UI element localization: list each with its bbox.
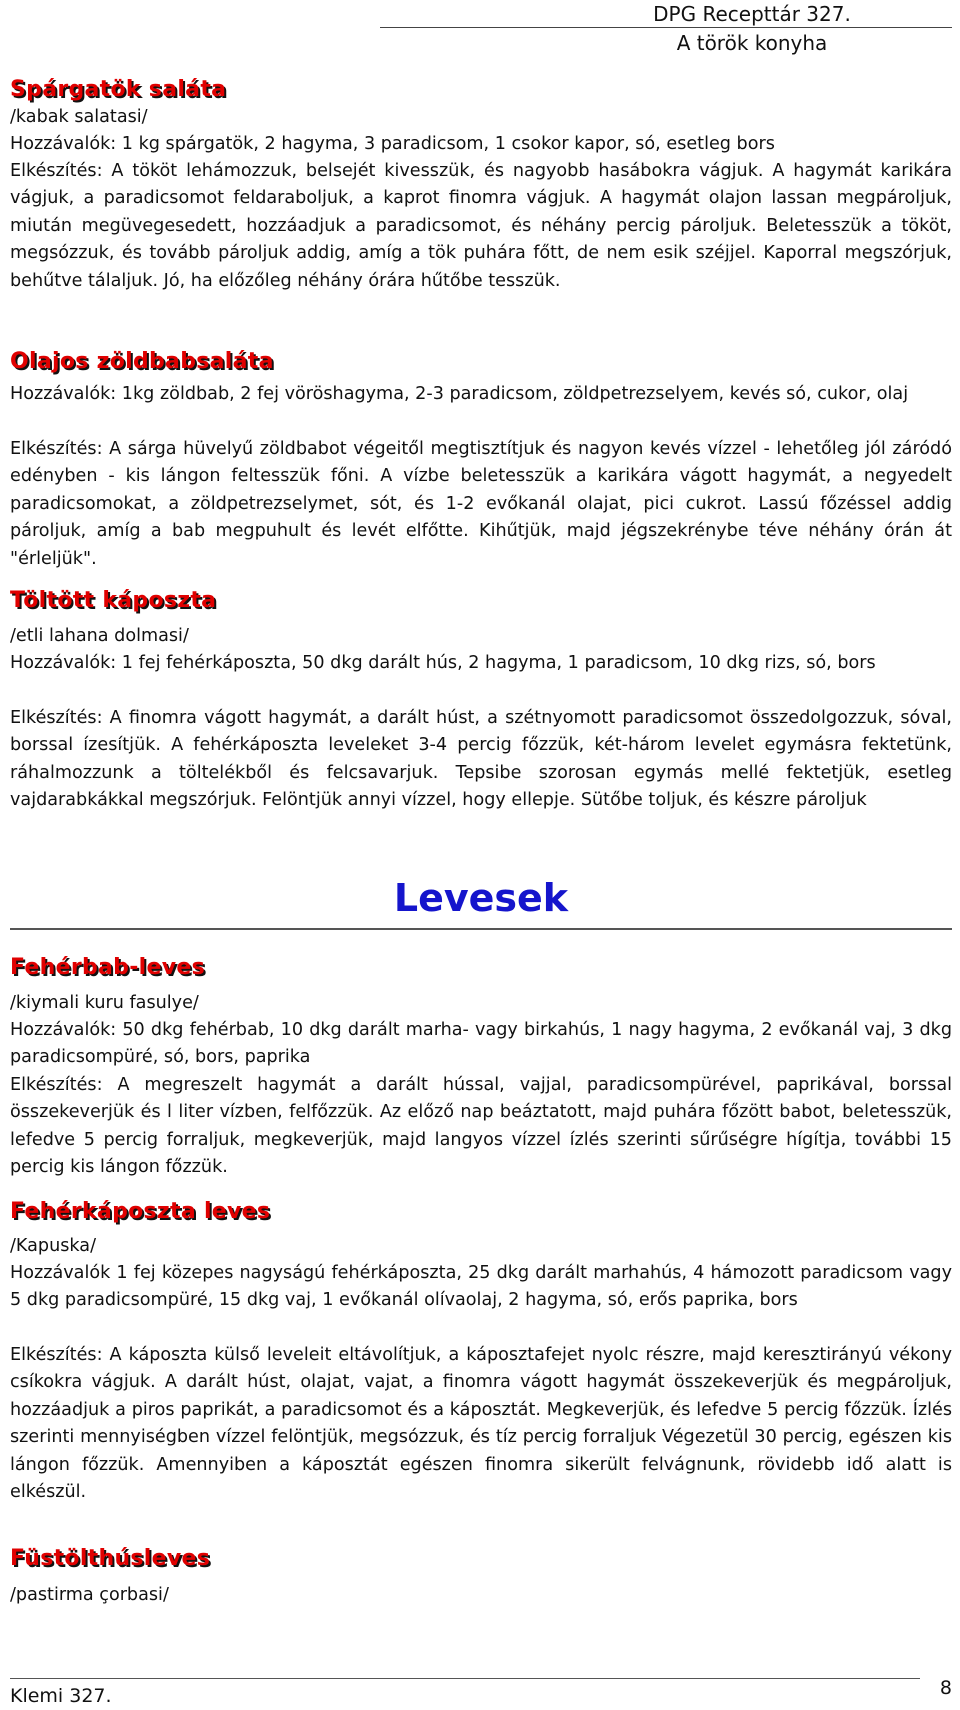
recipe-ingredients: Hozzávalók: 1 kg spárgatök, 2 hagyma, 3 paradicsom, 1 csokor kapor, só, esetleg bors — [10, 134, 775, 154]
header-title: DPG Recepttár 327. — [653, 2, 851, 26]
recipe-alt-name: /pastirma çorbasi/ — [10, 1585, 169, 1605]
recipe-title: Töltött káposzta — [10, 588, 217, 613]
recipe-title: Spárgatök saláta — [10, 77, 227, 102]
recipe-title: Fehérbab-leves — [10, 955, 205, 980]
recipe-method: Elkészítés: A megreszelt hagymát a darált hússal, vajjal, paradicsompürével, paprikával, borssal összekeverjük és l liter vízben, felfőzzük. Az előző nap beáztatott, majd puhára főzött babot, beletesszük, lefedve 5 percig forraljuk, megkeverjük, majd langyos vízzel ízlés szerinti sűrűségre hígítja, további 15 percig kis lángon főzzük. — [10, 1075, 952, 1178]
document-page — [10, 0, 952, 1710]
header-subtitle: A török konyha — [676, 31, 828, 55]
section-title: Levesek — [393, 876, 569, 920]
recipe-title: Olajos zöldbabsaláta — [10, 349, 274, 374]
header-rule — [380, 27, 952, 28]
recipe-title: Füstölthúsleves — [10, 1546, 211, 1571]
recipe-title: Fehérkáposzta leves — [10, 1199, 271, 1224]
recipe-ingredients: Hozzávalók: 1kg zöldbab, 2 fej vöröshagyma, 2-3 paradicsom, zöldpetrezselyem, kevés só, cukor, olaj — [10, 384, 909, 404]
recipe-method: Elkészítés: A káposzta külső leveleit eltávolítjuk, a káposztafejet nyolc részre, majd keresztirányú vékony csíkokra vágjuk. A darált húst, olajat, vajat, a finomra vágott hagymát összekeverjük és megpároljuk, hozzáadjuk a piros paprikát, a paradicsomot és a káposztát. Megkeverjük, és lefedve 5 percig főzzük. Ízlés szerinti mennyiségben vízzel felöntjük, megsózzuk, és tíz percig forraljuk Végezetül 30 percig, egészen kis lángon főzzük. Amennyiben a káposztát egészen finomra sikerült felvágnunk, rövidebb idő alatt is elkészül. — [10, 1345, 952, 1503]
section-rule — [10, 928, 952, 930]
recipe-ingredients: Hozzávalók: 1 fej fehérkáposzta, 50 dkg darált hús, 2 hagyma, 1 paradicsom, 10 dkg rizs, só, bors — [10, 653, 876, 673]
recipe-method: Elkészítés: A finomra vágott hagymát, a darált húst, a szétnyomott paradicsomot összedolgozzuk, sóval, borssal ízesítjük. A fehérkáposzta leveleket 3-4 percig főzzük, két-három levelet egymásra fektetünk, ráhalmozzunk a töltelékből és felcsavarjuk. Tepsibe szorosan egymás mellé fektetjük, esetleg vajdarabkákkal megszórjuk. Felöntjük annyi vízzel, hogy ellepje. Sütőbe toljuk, és készre pároljuk — [10, 708, 952, 811]
recipe-ingredients: Hozzávalók 1 fej közepes nagyságú fehérkáposzta, 25 dkg darált marhahús, 4 hámozott paradicsom vagy 5 dkg paradicsompüré, 15 dkg vaj, 1 evőkanál olívaolaj, 2 hagyma, só, erős paprika, bors — [10, 1263, 952, 1311]
recipe-method: Elkészítés: A sárga hüvelyű zöldbabot végeitől megtisztítjuk és nagyon kevés vízzel - lehetőleg jól záródó edényben - kis lángon feltesszük főni. A vízbe beletesszük a karikára vágott hagymát, a negyedelt paradicsomokat, a zöldpetrezselymet, sót, és 1-2 evőkanál olajat, pici cukrot. Lassú főzéssel addig pároljuk, amíg a bab megpuhult és levét elfőtte. Kihűtjük, majd jégszekrénybe téve néhány órán át "érleljük". — [10, 439, 952, 569]
page-number: 8 — [939, 1677, 952, 1699]
recipe-ingredients: Hozzávalók: 50 dkg fehérbab, 10 dkg darált marha- vagy birkahús, 1 nagy hagyma, 2 evőkanál vaj, 3 dkg paradicsompüré, só, bors, paprika — [10, 1020, 952, 1068]
recipe-method: Elkészítés: A tököt lehámozzuk, belsejét kivesszük, és nagyobb hasábokra vágjuk. A hagymát karikára vágjuk, a paradicsomot feldaraboljuk, a kaprot finomra vágjuk. A hagymát olajon lassan megpároljuk, miután megüvegesedett, hozzáadjuk a paradicsomot, és néhány percig pároljuk. Beletesszük a tököt, megsózzuk, és tovább pároljuk addig, amíg a tök puhára főtt, de nem esik széjjel. Kaporral megszórjuk, behűtve tálaljuk. Jó, ha előzőleg néhány órára hűtőbe tesszük. — [10, 161, 952, 291]
recipe-alt-name: /kabak salatasi/ — [10, 107, 148, 127]
recipe-alt-name: /Kapuska/ — [10, 1236, 97, 1256]
recipe-alt-name: /etli lahana dolmasi/ — [10, 626, 189, 646]
footer-rule — [10, 1678, 920, 1679]
recipe-alt-name: /kiymali kuru fasulye/ — [10, 993, 199, 1013]
footer-author: Klemi 327. — [10, 1685, 112, 1707]
